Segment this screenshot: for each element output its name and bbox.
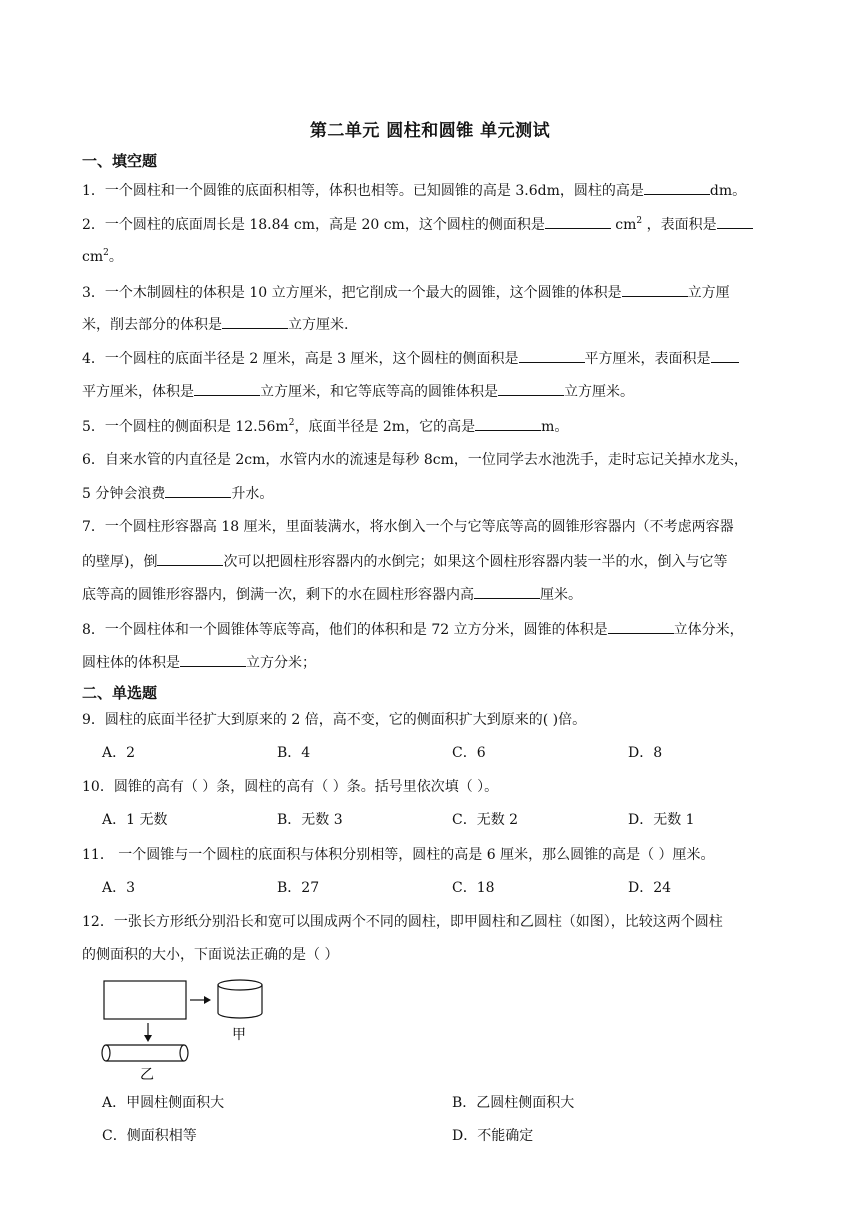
q1-unit: dm。 bbox=[709, 183, 747, 199]
q2-end: 。 bbox=[108, 249, 123, 265]
cylinder-yi-right-end bbox=[180, 1045, 188, 1061]
q7-text-4: 底等高的圆锥形容器内，倒满一次，剩下的水在圆柱形容器内高 bbox=[82, 587, 474, 603]
paper-rectangle bbox=[104, 981, 186, 1019]
q2-text: 2．一个圆柱的底面周长是 18.84 cm，高是 20 cm，这个圆柱的侧面积是 bbox=[82, 217, 545, 233]
answer-blank[interactable] bbox=[157, 551, 223, 566]
q7-unit: 厘米。 bbox=[540, 587, 582, 603]
section-fill-in-heading: 一、填空题 bbox=[82, 152, 158, 170]
q6-unit: 升水。 bbox=[231, 486, 274, 502]
q7-text-3: 次可以把圆柱形容器内的水倒完；如果这个圆柱形容器内装一半的水，倒入与它等 bbox=[223, 554, 728, 570]
answer-blank[interactable] bbox=[475, 416, 541, 431]
q8-unit: 立方分米； bbox=[246, 655, 316, 671]
question-11 bbox=[82, 845, 810, 865]
q11-option-d[interactable]: D．24 bbox=[628, 880, 672, 896]
question-8-cont bbox=[82, 652, 810, 673]
q2-text-2: ，表面积是 bbox=[642, 217, 717, 233]
q12-option-b[interactable]: B．乙圆柱侧面积大 bbox=[452, 1095, 575, 1111]
answer-blank[interactable] bbox=[180, 652, 246, 667]
answer-blank[interactable] bbox=[622, 282, 688, 297]
cylinder-yi-left-end bbox=[102, 1045, 110, 1061]
question-8 bbox=[82, 619, 810, 640]
q3-text: 3．一个木制圆柱的体积是 10 立方厘米，把它削成一个最大的圆锥，这个圆锥的体积是 bbox=[82, 285, 622, 301]
question-4 bbox=[82, 348, 810, 369]
q8-text-2: 立体分米， bbox=[673, 622, 744, 638]
page-title: 第二单元 圆柱和圆锥 单元测试 bbox=[309, 121, 551, 141]
q7-text: 7．一个圆柱形容器高 18 厘米，里面装满水，将水倒入一个与它等底等高的圆锥形容器内（不考虑两容器 bbox=[82, 519, 734, 535]
q11-option-a[interactable]: A．3 bbox=[102, 880, 136, 896]
q9-option-c[interactable]: C．6 bbox=[452, 745, 486, 761]
q3-unit: 立方厘 bbox=[687, 285, 730, 301]
answer-blank[interactable] bbox=[194, 381, 260, 396]
q6-text: 6．自来水管的内直径是 2cm，水管内水的流速是每秒 8cm，一位同学去水池洗手，走时忘记关掉水龙头， bbox=[82, 452, 748, 468]
q7-text-2: 的壁厚)，倒 bbox=[82, 554, 158, 570]
q12-option-a[interactable]: A．甲圆柱侧面积大 bbox=[102, 1095, 225, 1111]
q9-text: 9．圆柱的底面半径扩大到原来的 2 倍，高不变，它的侧面积扩大到原来的( )倍。 bbox=[82, 712, 587, 728]
cylinder-jia-top bbox=[218, 980, 262, 990]
q5-sup: 2 bbox=[288, 418, 295, 428]
q11-text: 11． 一个圆锥与一个圆柱的底面积与体积分别相等，圆柱的高是 6 厘米，那么圆锥的高是（ ）厘米。 bbox=[82, 847, 715, 863]
question-6 bbox=[82, 450, 810, 470]
q4-text-2: 平方厘米，表面积是 bbox=[584, 351, 711, 367]
q10-option-a[interactable]: A．1 无数 bbox=[102, 812, 168, 828]
q3-text-2: 米，削去部分的体积是 bbox=[82, 317, 222, 333]
answer-blank[interactable] bbox=[498, 381, 564, 396]
q5-unit: m。 bbox=[541, 419, 569, 435]
q6-text-2: 5 分钟会浪费 bbox=[82, 486, 166, 502]
q2-unit-sup: 2 bbox=[636, 216, 643, 226]
q2-unit-2: cm bbox=[82, 249, 104, 265]
question-4-cont bbox=[82, 381, 810, 402]
answer-blank[interactable] bbox=[608, 619, 674, 634]
question-7 bbox=[82, 517, 810, 537]
q2-unit-2-sup: 2 bbox=[103, 248, 109, 258]
cylinder-jia-bottom bbox=[218, 1013, 262, 1018]
answer-blank[interactable] bbox=[165, 483, 231, 498]
q4-text-3: 平方厘米，体积是 bbox=[82, 384, 194, 400]
question-12 bbox=[82, 912, 810, 932]
q12-text: 12．一张长方形纸分别沿长和宽可以围成两个不同的圆柱，即甲圆柱和乙圆柱（如图），比较这两个圆柱 bbox=[82, 914, 723, 930]
arrow-down-head bbox=[144, 1035, 152, 1042]
question-5 bbox=[82, 416, 810, 437]
question-2-cont bbox=[82, 247, 810, 267]
arrow-right-head bbox=[204, 996, 211, 1004]
q4-text: 4．一个圆柱的底面半径是 2 厘米，高是 3 厘米，这个圆柱的侧面积是 bbox=[82, 351, 519, 367]
q1-text: 1．一个圆柱和一个圆锥的底面积相等，体积也相等。已知圆锥的高是 3.6dm，圆柱的高是 bbox=[82, 183, 644, 199]
q9-option-d[interactable]: D．8 bbox=[628, 745, 663, 761]
q12-option-c[interactable]: C．侧面积相等 bbox=[102, 1128, 197, 1144]
q4-text-4: 立方厘米，和它等底等高的圆锥体积是 bbox=[260, 384, 498, 400]
cylinder-diagram bbox=[96, 975, 276, 1083]
q10-option-b[interactable]: B．无数 3 bbox=[277, 812, 343, 828]
q12-option-d[interactable]: D．不能确定 bbox=[452, 1128, 534, 1144]
q5-text-2: ，底面半径是 2m，它的高是 bbox=[294, 419, 476, 435]
q11-option-c[interactable]: C．18 bbox=[452, 880, 495, 896]
q9-option-a[interactable]: A．2 bbox=[102, 745, 136, 761]
q3-unit-2: 立方厘米. bbox=[288, 317, 349, 333]
question-3 bbox=[82, 282, 810, 303]
q9-option-b[interactable]: B．4 bbox=[277, 745, 311, 761]
question-10 bbox=[82, 777, 810, 797]
q5-text: 5．一个圆柱的侧面积是 12.56m bbox=[82, 419, 289, 435]
question-7-cont bbox=[82, 551, 810, 572]
question-3-cont bbox=[82, 314, 810, 335]
label-yi: 乙 bbox=[140, 1067, 154, 1083]
question-1 bbox=[82, 180, 810, 201]
q10-text: 10．圆锥的高有（ ）条，圆柱的高有（ ）条。括号里依次填（ ）。 bbox=[82, 779, 499, 795]
answer-blank[interactable] bbox=[644, 180, 710, 195]
question-9 bbox=[82, 710, 810, 730]
q4-text-5: 立方厘米。 bbox=[564, 384, 634, 400]
question-7-cont-2 bbox=[82, 584, 810, 605]
answer-blank[interactable] bbox=[545, 214, 611, 229]
section-single-choice-heading: 二、单选题 bbox=[82, 684, 158, 702]
question-2 bbox=[82, 214, 810, 235]
label-jia: 甲 bbox=[232, 1027, 246, 1043]
answer-blank[interactable] bbox=[474, 584, 540, 599]
q10-option-c[interactable]: C．无数 2 bbox=[452, 812, 519, 828]
q12-text-2: 的侧面积的大小，下面说法正确的是（ ） bbox=[82, 947, 339, 963]
q8-text-3: 圆柱体的体积是 bbox=[82, 655, 180, 671]
q10-option-d[interactable]: D．无数 1 bbox=[628, 812, 695, 828]
question-6-cont bbox=[82, 483, 810, 504]
q2-unit: cm bbox=[610, 217, 637, 233]
answer-blank[interactable] bbox=[519, 348, 585, 363]
answer-blank[interactable] bbox=[717, 214, 753, 229]
answer-blank[interactable] bbox=[711, 348, 739, 363]
q8-text: 8．一个圆柱体和一个圆锥体等底等高，他们的体积和是 72 立方分米，圆锥的体积是 bbox=[82, 622, 608, 638]
question-12-cont bbox=[82, 945, 810, 965]
q11-option-b[interactable]: B．27 bbox=[277, 880, 320, 896]
answer-blank[interactable] bbox=[222, 314, 288, 329]
